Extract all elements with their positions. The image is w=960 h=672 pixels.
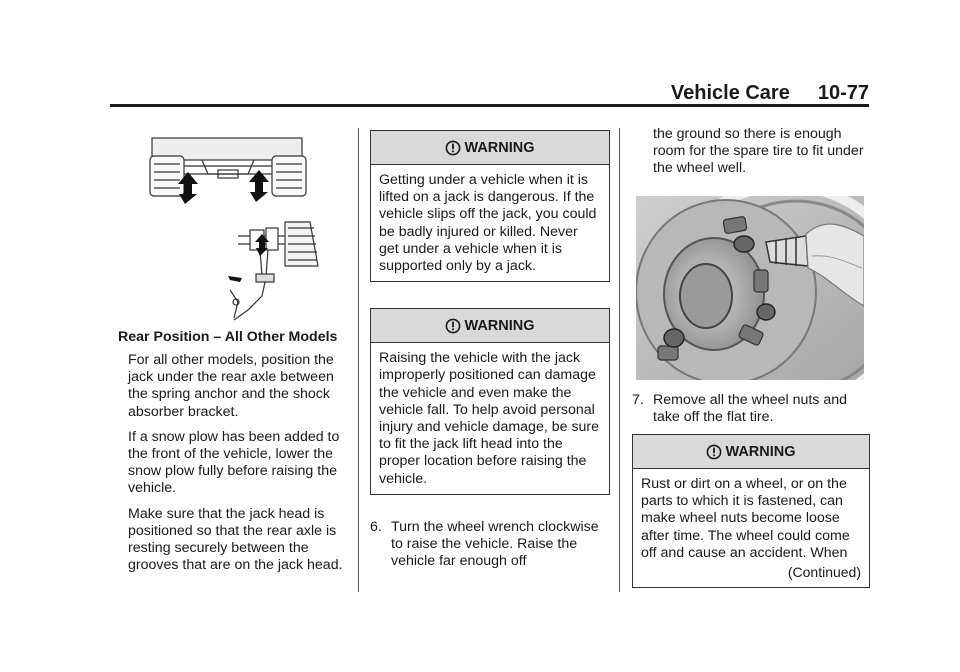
rotation-arrow-icon xyxy=(228,276,242,282)
step-item xyxy=(632,392,870,426)
arrow-up-icon xyxy=(249,170,269,202)
column-2 xyxy=(370,126,610,578)
paragraph: For all other models, position the jack under the rear axle between the spring anchor and the shock absorber bracket. xyxy=(128,352,334,420)
warning-header xyxy=(633,435,869,469)
column-divider xyxy=(619,128,620,592)
warning-title: WARNING xyxy=(725,443,796,460)
warning-icon xyxy=(445,318,461,334)
step-text: Turn the wheel wrench clockwise to raise the vehicle. Raise the vehicle far enough off xyxy=(391,518,599,570)
warning-icon xyxy=(706,444,722,460)
step-item xyxy=(370,519,610,571)
paragraph: Make sure that the jack head is positioned so that the rear axle is resting securely between the grooves that are on the jack head. xyxy=(128,505,343,574)
warning-title: WARNING xyxy=(464,139,535,156)
warning-header xyxy=(371,309,609,343)
step-number: 7. xyxy=(632,391,644,408)
warning-box xyxy=(370,130,610,282)
header-text xyxy=(671,82,869,105)
wheel-nut-removal-photo xyxy=(636,196,864,380)
continued-paragraph: the ground so there is enough room for the spare tire to fit under the wheel well. xyxy=(653,126,864,177)
rear-jack-position-illustration xyxy=(110,126,350,324)
warning-text xyxy=(633,469,869,587)
warning-text-content: Rust or dirt on a wheel, or on the parts to which it is fastened, can make wheel nuts become loose after time. The wheel could come off and cause an accident. When xyxy=(641,476,850,561)
step-text: Remove all the wheel nuts and take off the flat tire. xyxy=(653,391,848,425)
section-title: Vehicle Care xyxy=(670,82,790,104)
warning-icon xyxy=(445,140,461,156)
column-3 xyxy=(632,126,870,588)
warning-text: Getting under a vehicle when it is lifted on a jack is dangerous. If the vehicle slips off the jack, you could be badly injured or killed. Never get under a vehicle when it is supported only by a jack. xyxy=(379,172,597,275)
header-rule xyxy=(110,104,869,107)
warning-header xyxy=(371,131,609,165)
paragraph: If a snow plow has been added to the front of the vehicle, lower the snow plow fully before raising the vehicle. xyxy=(128,428,340,497)
step-number: 6. xyxy=(370,518,382,535)
continued-label: (Continued) xyxy=(787,564,861,581)
warning-text: Raising the vehicle with the jack improperly positioned can damage the vehicle and even make the vehicle fall. To help avoid personal injury and vehicle damage, be sure to fit the jack lift head into the proper location before raising the vehicle. xyxy=(379,350,600,487)
page-number: 10-77 xyxy=(817,82,869,104)
warning-box xyxy=(370,308,610,495)
figure-caption: Rear Position – All Other Models xyxy=(118,329,338,345)
column-1 xyxy=(110,126,350,582)
column-divider xyxy=(358,128,359,592)
warning-title: WARNING xyxy=(464,317,535,334)
warning-box xyxy=(632,434,870,588)
